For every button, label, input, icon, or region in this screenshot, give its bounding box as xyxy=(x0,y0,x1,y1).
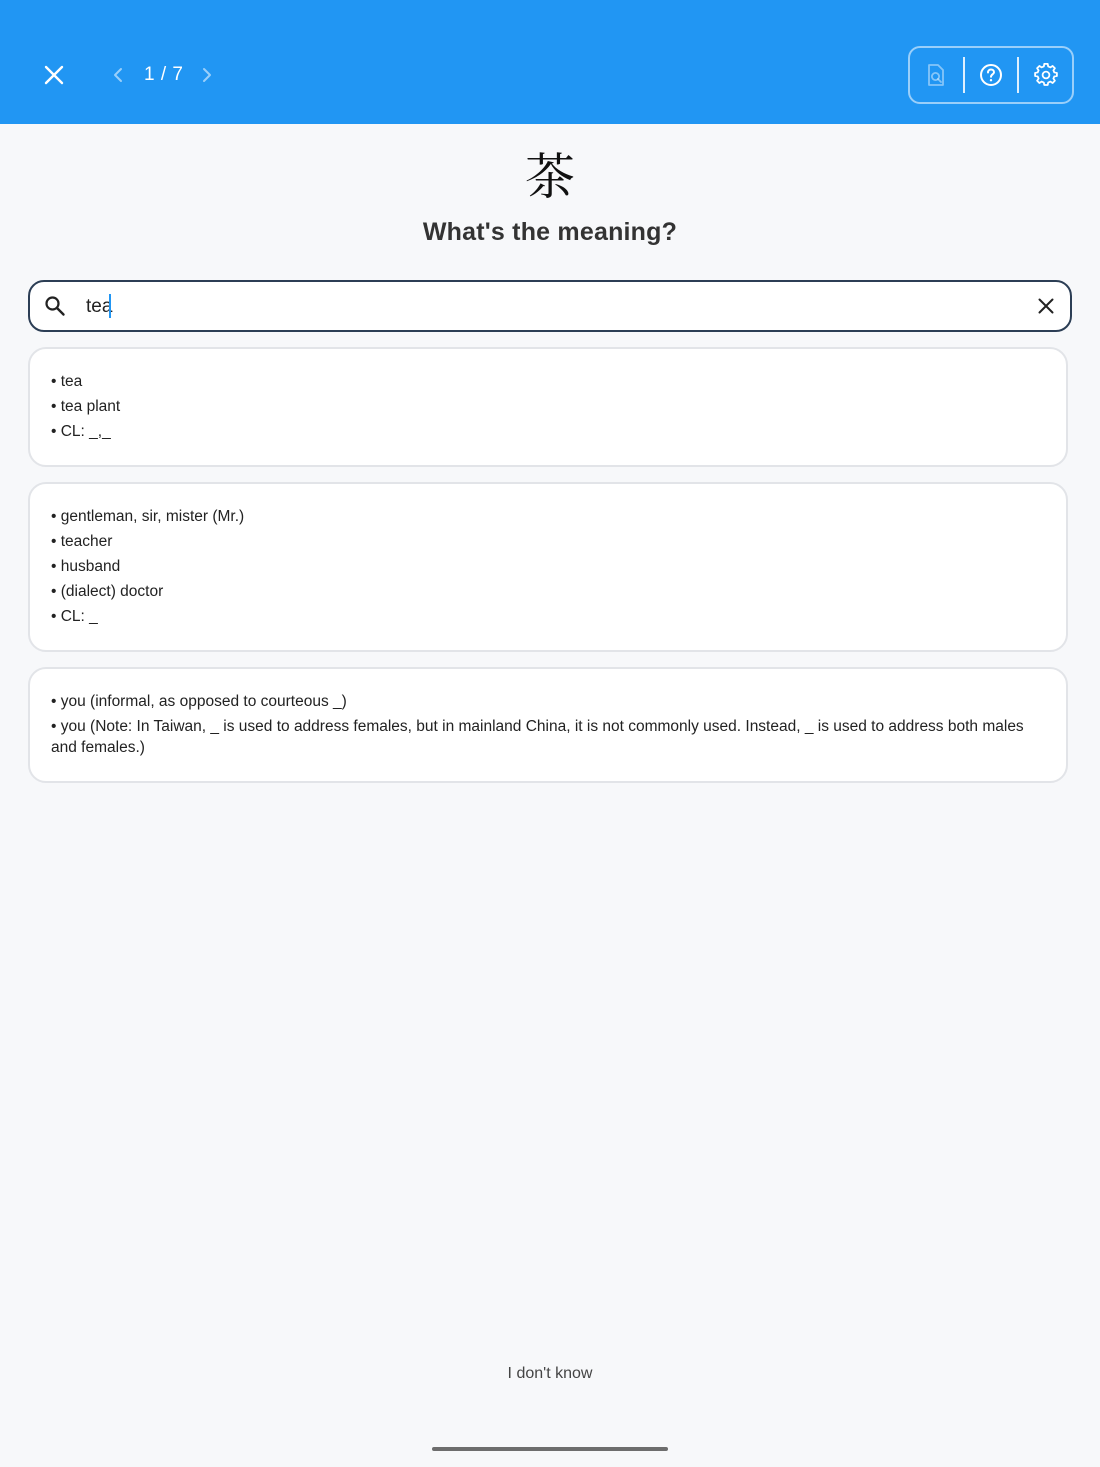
settings-button[interactable] xyxy=(1019,48,1072,102)
text-cursor xyxy=(109,294,111,318)
card-navigator xyxy=(106,60,219,90)
next-button[interactable] xyxy=(195,60,219,90)
definition-item: • you (informal, as opposed to courteous _) xyxy=(51,691,1044,712)
prompt-character: 茶 xyxy=(525,148,575,206)
search-document-icon xyxy=(925,63,947,87)
search-input[interactable] xyxy=(84,288,1028,326)
definition-item: • teacher xyxy=(51,531,1044,552)
result-card[interactable] xyxy=(28,667,1068,783)
result-card[interactable] xyxy=(28,347,1068,467)
close-button[interactable] xyxy=(36,57,72,93)
help-button[interactable] xyxy=(965,48,1018,102)
definition-list xyxy=(51,691,1044,758)
definition-item: • tea xyxy=(51,371,1044,392)
top-app-bar xyxy=(0,0,1100,124)
definition-list xyxy=(51,371,1044,442)
gear-icon xyxy=(1034,63,1058,87)
card-counter: 1 / 7 xyxy=(144,64,184,85)
definition-list xyxy=(51,506,1044,627)
search-box[interactable] xyxy=(28,280,1072,332)
chevron-right-icon xyxy=(202,67,212,83)
tool-group xyxy=(908,46,1074,104)
help-circle-icon xyxy=(979,63,1003,87)
close-icon xyxy=(44,65,64,85)
previous-button[interactable] xyxy=(106,60,130,90)
definition-item: • gentleman, sir, mister (Mr.) xyxy=(51,506,1044,527)
close-icon xyxy=(1038,298,1054,314)
clear-search-button[interactable] xyxy=(1032,292,1060,320)
definition-item: • CL: _,_ xyxy=(51,421,1044,442)
definition-item: • husband xyxy=(51,556,1044,577)
definition-item: • (dialect) doctor xyxy=(51,581,1044,602)
chevron-left-icon xyxy=(113,67,123,83)
lookup-button[interactable] xyxy=(910,48,963,102)
dont-know-button[interactable]: I don't know xyxy=(507,1365,593,1382)
prompt-question: What's the meaning? xyxy=(422,218,678,246)
definition-item: • tea plant xyxy=(51,396,1044,417)
definition-item: • CL: _ xyxy=(51,606,1044,627)
search-icon xyxy=(44,295,66,317)
definition-item: • you (Note: In Taiwan, _ is used to address females, but in mainland China, it is not commonly used. Instead, _ is used to address both males and females.) xyxy=(51,716,1044,758)
result-card[interactable] xyxy=(28,482,1068,652)
home-indicator[interactable] xyxy=(432,1447,668,1451)
